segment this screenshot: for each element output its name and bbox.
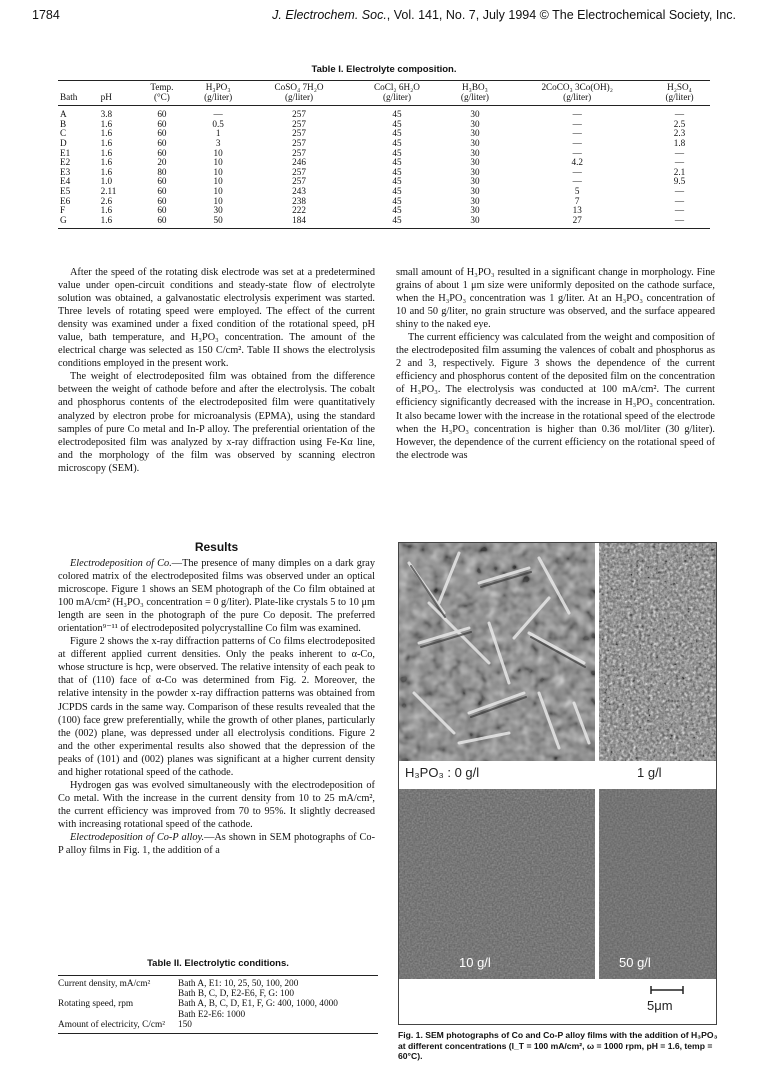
table1-cell: 45 bbox=[392, 176, 402, 187]
page-header bbox=[32, 8, 736, 26]
table1-row bbox=[58, 120, 710, 130]
table1-cell: 9.5 bbox=[673, 176, 686, 187]
table1-cell: 1.6 bbox=[100, 166, 113, 177]
table1-cell: — bbox=[674, 185, 685, 196]
table1-cell: 257 bbox=[292, 176, 306, 187]
table1-cell: 10 bbox=[213, 185, 223, 196]
table1-row bbox=[58, 216, 710, 229]
table1-cell: 30 bbox=[444, 216, 505, 229]
sem-photo-grid bbox=[399, 543, 716, 1024]
table1-cell: A bbox=[60, 109, 67, 120]
table1-row bbox=[58, 168, 710, 178]
table1-cell: 60 bbox=[157, 205, 167, 216]
table2-row bbox=[58, 1020, 378, 1034]
table1-cell: 2.3 bbox=[673, 128, 686, 139]
table1-cell: 45 bbox=[392, 147, 402, 158]
table1-caption: Table I. Electrolyte composition. bbox=[311, 64, 457, 75]
paragraph: After the speed of the rotating disk electrode was set at a predetermined value under open-circuit conditions and steady-state flow of electrolyte solution was obtained, a galvanostatic electrolysis experiment was started. Three levels of rotating speed were employed. The effect of the current density was examined under a fixed condition of the rotational speed, pH value, bath temperature, and H₃PO₃ concentration. The amount of the electrical charge was selected as 150 C/cm². Table II shows the electrolysis conditions employed in the present work. bbox=[58, 267, 375, 370]
page-number: 1784 bbox=[32, 8, 60, 22]
table1-cell: 184 bbox=[249, 216, 350, 229]
table1-cell: 1.6 bbox=[100, 157, 113, 168]
table1-cell: 4.2 bbox=[571, 157, 583, 168]
table1-cell: 30 bbox=[470, 147, 480, 158]
table1-cell: — bbox=[572, 137, 582, 148]
table2-value: 150 bbox=[178, 1020, 378, 1034]
sem-panel-10gl bbox=[399, 789, 595, 979]
table1-cell: 3.8 bbox=[100, 109, 113, 120]
table1-cell: 1.0 bbox=[100, 176, 113, 187]
table1-cell: 2.6 bbox=[100, 195, 113, 206]
table1-cell: E2 bbox=[60, 157, 71, 168]
sem-panel-0gl bbox=[399, 543, 595, 761]
table1-row bbox=[58, 197, 710, 207]
table1-cell: 246 bbox=[292, 157, 306, 168]
table1-cell: 30 bbox=[470, 166, 480, 177]
table1-row bbox=[58, 129, 710, 139]
left-column-top bbox=[58, 266, 375, 475]
table1-cell: — bbox=[572, 118, 582, 129]
table1-cell: 45 bbox=[392, 205, 402, 216]
table1-row bbox=[58, 187, 710, 197]
table1-cell: 257 bbox=[292, 147, 306, 158]
table1-cell: E6 bbox=[60, 195, 71, 206]
table1-cell: 60 bbox=[157, 128, 167, 139]
table2-label: Rotating speed, rpm bbox=[58, 999, 134, 1010]
table1-cell: 45 bbox=[349, 216, 444, 229]
paragraph: Electrodeposition of Co-P alloy.—As shown in SEM photographs of Co-P alloy films in Fig. 1, the addition of a bbox=[58, 831, 376, 857]
table1-cell: 5 bbox=[574, 185, 580, 196]
table1-cell: 45 bbox=[392, 137, 402, 148]
table1-cell: 80 bbox=[157, 166, 167, 177]
table1-cell: 10 bbox=[213, 147, 223, 158]
table1-cell: 243 bbox=[292, 185, 306, 196]
table1-cell: — bbox=[674, 109, 685, 120]
table1-header-cell: Temp. (°C) bbox=[136, 81, 188, 106]
table1-cell: 45 bbox=[392, 195, 402, 206]
table1-cell: 30 bbox=[470, 118, 480, 129]
table1-cell: 60 bbox=[157, 176, 167, 187]
table1-row bbox=[58, 139, 710, 149]
table1-cell: 45 bbox=[392, 109, 402, 120]
table1-cell: 1.6 bbox=[100, 205, 113, 216]
table1-cell: 50 bbox=[188, 216, 249, 229]
table1-cell: 45 bbox=[392, 128, 402, 139]
table2-label: Amount of electricity, C/cm² bbox=[58, 1020, 178, 1034]
table1-cell: 10 bbox=[213, 157, 223, 168]
table1-cell: 30 bbox=[470, 176, 480, 187]
paragraph: small amount of H₃PO₃ resulted in a significant change in morphology. Fine grains of about 1 μm size were uniformly deposited on the cathode surface, when the H₃PO₃ concentration was 1 g/liter. At an H₃PO₃ concentration of 10 and 50 g/liter, no grain structure was observed, and the surface appeared shiny to the naked eye. bbox=[396, 267, 715, 331]
table1-cell: 45 bbox=[392, 166, 402, 177]
panel-label-1gl: 1 g/l bbox=[637, 765, 662, 780]
panel-label-10gl: 10 g/l bbox=[459, 955, 491, 970]
table1-cell: 3 bbox=[215, 137, 221, 148]
paragraph: Hydrogen gas was evolved simultaneously with the electrodeposition of Co metal. With the increase in the current density from 10 to 25 mA/cm², the current efficiency was improved from 70 to 95%. It slightly decreased with increasing rotational speed of the cathode. bbox=[58, 779, 375, 830]
table1-cell: 222 bbox=[292, 205, 306, 216]
table1-cell: 10 bbox=[213, 195, 223, 206]
table1-cell: 257 bbox=[292, 137, 306, 148]
table1-cell: 257 bbox=[292, 166, 306, 177]
table1-cell: 13 bbox=[572, 205, 582, 216]
table1-cell: 1.6 bbox=[100, 118, 113, 129]
table2-row bbox=[58, 976, 378, 1000]
table1-header-cell: Bath bbox=[58, 81, 99, 106]
paragraph: The current efficiency was calculated from the weight and composition of the electrodeposited film assuming the valences of cobalt and phosphorus as 2 and 3, respectively. Figure 3 shows the dependence of the current efficiency and phosphorus content of the deposited film on the concentration of H₃PO₃. The electrolysis was conducted at 100 mA/cm². The current efficiency significantly decreased with the increase in H₃PO₃ concentration. It also became lower with the increase in the rotational speed of the electrode when the H₃PO₃ concentration is higher than 0.36 mol/liter (30 g/liter). However, the dependence of the current efficiency on the rotational speed of the electrode was bbox=[396, 332, 715, 461]
table1-cell: 27 bbox=[505, 216, 649, 229]
figure1-caption: Fig. 1. SEM photographs of Co and Co-P alloy films with the addition of H₃PO₃ at different concentrations (I_T = 100 mA/cm², ω = 1000 rpm, pH = 1.6, temp = 60°C). bbox=[398, 1030, 718, 1061]
table1-cell: 257 bbox=[292, 118, 306, 129]
table1-cell: 30 bbox=[470, 185, 480, 196]
table1-cell: 45 bbox=[392, 185, 402, 196]
journal-issue: , Vol. 141, No. 7, July 1994 © The Electrochemical Society, Inc. bbox=[386, 8, 736, 22]
table1-cell: 1 bbox=[215, 128, 221, 139]
table1-row bbox=[58, 177, 710, 187]
sem-panel-1gl bbox=[599, 543, 716, 761]
table1-cell: 2.5 bbox=[673, 118, 686, 129]
table1-header-cell: CoSO₄ 7H₂O (g/liter) bbox=[249, 81, 350, 106]
table1-cell: C bbox=[60, 128, 67, 139]
table1-cell: 60 bbox=[157, 147, 167, 158]
table1-cell: 10 bbox=[213, 166, 223, 177]
figure1-sem-photographs bbox=[398, 542, 717, 1025]
table1-cell: 60 bbox=[136, 216, 188, 229]
table1-cell: E5 bbox=[60, 185, 71, 196]
table1-cell: E1 bbox=[60, 147, 71, 158]
table1-cell: — bbox=[674, 205, 685, 216]
table1-row bbox=[58, 106, 710, 120]
table1-cell: — bbox=[213, 109, 223, 120]
table1-cell: — bbox=[572, 147, 582, 158]
table1-cell: 10 bbox=[213, 176, 223, 187]
table1-header-cell: H₂SO₄ (g/liter) bbox=[649, 81, 710, 106]
table1-row bbox=[58, 206, 710, 216]
journal-citation bbox=[272, 8, 736, 22]
table1-cell: 30 bbox=[470, 128, 480, 139]
table1-cell: 30 bbox=[470, 109, 480, 120]
table1-cell: 30 bbox=[213, 205, 223, 216]
table1-header-cell: H₃PO₃ (g/liter) bbox=[188, 81, 249, 106]
table1-cell: F bbox=[60, 205, 66, 216]
panel-label-0gl: H₃PO₃ : 0 g/l bbox=[405, 765, 480, 780]
table1-cell: 1.6 bbox=[100, 147, 113, 158]
table1-cell: 2.1 bbox=[673, 166, 686, 177]
table1-header-cell: pH bbox=[99, 81, 137, 106]
table1-cell: 60 bbox=[157, 195, 167, 206]
table1-cell: 45 bbox=[392, 118, 402, 129]
table1-cell: 1.8 bbox=[673, 137, 686, 148]
table2-value: Bath A, B, C, D, E1, F, G: 400, 1000, 4000 Bath E2-E6: 1000 bbox=[178, 999, 338, 1020]
run-in-heading: Electrodeposition of Co. bbox=[70, 558, 172, 569]
left-column-bottom bbox=[58, 557, 375, 857]
table1-cell: 45 bbox=[392, 157, 402, 168]
table1-cell: 1.6 bbox=[99, 216, 137, 229]
table2-caption: Table II. Electrolytic conditions. bbox=[147, 958, 289, 969]
paragraph: The weight of electrodeposited film was obtained from the difference between the weight of cathode before and after the electrolysis. The cobalt and phosphorus contents of the electrodeposited film were quantitatively analyzed by electron probe for microanalysis (EPMA), using the standard samples of pure Co metal and In-P alloy. The preferential orientation of the electrodeposited film was analyzed by x-ray diffraction using Fe-Kα line, and the morphology of the film was observed by scanning electron microscopy (SEM). bbox=[58, 371, 375, 474]
table1-cell: 257 bbox=[292, 128, 306, 139]
table1-cell: 60 bbox=[157, 109, 167, 120]
table1-cell: B bbox=[60, 118, 67, 129]
table1-cell: 60 bbox=[157, 137, 167, 148]
table1-cell: G bbox=[58, 216, 99, 229]
table1-cell: — bbox=[674, 195, 685, 206]
table1-cell: — bbox=[572, 166, 582, 177]
table1-cell: 1.6 bbox=[100, 137, 113, 148]
table1-cell: 60 bbox=[157, 185, 167, 196]
table1-cell: E3 bbox=[60, 166, 71, 177]
table1-header-cell: 2CoCO₃ 3Co(OH)₂ (g/liter) bbox=[505, 81, 649, 106]
table1-cell: — bbox=[649, 216, 710, 229]
table1-header-cell: H₃BO₃ (g/liter) bbox=[444, 81, 505, 106]
journal-name: J. Electrochem. Soc. bbox=[272, 8, 387, 22]
table1-cell: 2.11 bbox=[100, 185, 117, 196]
table1-cell: 30 bbox=[470, 195, 480, 206]
table1-row bbox=[58, 158, 710, 168]
table1-cell: — bbox=[572, 176, 582, 187]
table1-cell: — bbox=[572, 128, 582, 139]
table1-cell: D bbox=[60, 137, 67, 148]
panel-label-50gl: 50 g/l bbox=[619, 955, 651, 970]
right-column-top bbox=[396, 266, 715, 462]
table1-cell: 60 bbox=[157, 118, 167, 129]
scale-label: 5μm bbox=[647, 998, 673, 1013]
table1-cell: — bbox=[674, 157, 685, 168]
table1-electrolyte-composition bbox=[58, 80, 710, 229]
table1-cell: 0.5 bbox=[212, 118, 224, 129]
table1-cell: 30 bbox=[470, 137, 480, 148]
table1-cell: 20 bbox=[157, 157, 167, 168]
table2-label: Current density, mA/cm² bbox=[58, 976, 178, 1000]
table1-header-cell: CoCl₂ 6H₂O (g/liter) bbox=[349, 81, 444, 106]
section-heading-results: Results bbox=[194, 540, 239, 554]
sem-panel-50gl bbox=[599, 789, 716, 979]
paragraph: Figure 2 shows the x-ray diffraction patterns of Co films electrodeposited at different applied current densities. Only the peaks inherent to α-Co, whose structure is hcp, were observed. The relative intensity of each peak to that of (110) face of α-Co was determined from Fig. 2. Moreover, the relative intensity in the powder x-ray diffraction patterns was obtained from JCPDS cards in the same way. Comparison of these results revealed that the (100) face grew preferentially, while the growth of other planes, particularly the (002) plane, was depressed under all electrolysis conditions. Figure 2 and the other experimental results also showed that the depression of the peaks of (101) and (002) planes was significant at a higher current density and higher rotational speed of the cathode. bbox=[58, 636, 375, 778]
table1-cell: 30 bbox=[470, 205, 480, 216]
table1-row bbox=[58, 149, 710, 159]
table1-cell: 7 bbox=[574, 195, 580, 206]
table1-cell: — bbox=[572, 109, 582, 120]
table1-cell: — bbox=[674, 147, 685, 158]
run-in-heading: Electrodeposition of Co-P alloy. bbox=[70, 831, 205, 843]
paragraph: Electrodeposition of Co.—The presence of many dimples on a dark gray colored matrix of the electrodeposited films was observed under an optical microscope. Figure 1 shows an SEM photograph of the Co film obtained at 100 mA/cm² (H₃PO₃ concentration = 0 g/liter). Plate-like crystals 5 to 10 μm length are seen in the photograph of the pure Co deposit. The preferred orientation⁹⁻¹¹ of electrodeposited polycrystalline Co film was examined. bbox=[58, 558, 375, 635]
table2-electrolytic-conditions bbox=[58, 975, 378, 1034]
table1-cell: 257 bbox=[292, 109, 306, 120]
table1-cell: 238 bbox=[292, 195, 306, 206]
table1-cell: E4 bbox=[60, 176, 71, 187]
table1-cell: 1.6 bbox=[100, 128, 113, 139]
table2-row bbox=[58, 999, 378, 1019]
table1-cell: 30 bbox=[470, 157, 480, 168]
table2-value: Bath A, E1: 10, 25, 50, 100, 200 Bath B, C, D, E2-E6, F, G: 100 bbox=[178, 976, 378, 1000]
